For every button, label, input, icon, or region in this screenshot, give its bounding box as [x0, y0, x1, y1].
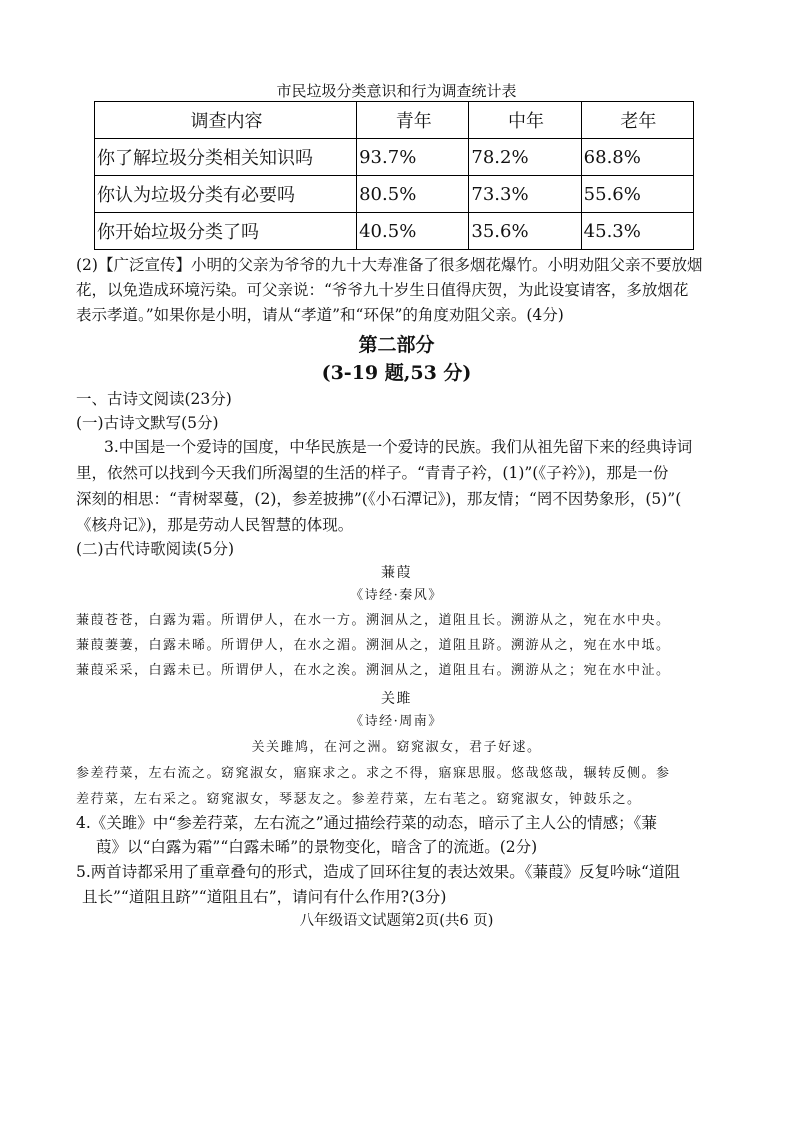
poem-title: 关雎: [381, 691, 412, 707]
question-4-line: 4.《关雎》中“参差荇菜，左右流之”通过描绘荇菜的动态，暗示了主人公的情感；《蒹: [76, 814, 657, 832]
poem-line: 蒹葭苍苍，白露为霜。所谓伊人，在水一方。溯洄从之，道阻且长。溯游从之，宛在水中央。: [76, 613, 671, 628]
table-row: [95, 139, 694, 176]
table-cell: 你认为垃圾分类有必要吗: [95, 176, 357, 213]
question-5-line: 且长”“道阻且跻”“道阻且右”，请问有什么作用?(3分): [82, 888, 447, 906]
section-heading: 一、古诗文阅读(23分): [76, 390, 232, 408]
table-header-cell: 老年: [581, 102, 693, 139]
table-row: [95, 213, 694, 250]
table-cell: 40.5%: [357, 213, 469, 250]
poem-line: 差荇菜，左右采之。窈窕淑女，琴瑟友之。参差荇菜，左右芼之。窈窕淑女，钟鼓乐之。: [76, 792, 642, 807]
poem-line: 关关雎鸠，在河之洲。窈窕淑女，君子好逑。: [251, 740, 542, 755]
question-4-line: 葭》以“白露为霜”“白露未晞”的景物变化，暗含了的流逝。(2分): [96, 838, 538, 856]
table-header-cell: 中年: [469, 102, 581, 139]
poem-source: 《诗经·秦风》: [350, 588, 443, 603]
table-cell: 68.8%: [581, 139, 693, 176]
table-cell: 55.6%: [581, 176, 693, 213]
poem-source: 《诗经·周南》: [350, 714, 443, 729]
table-cell: 78.2%: [469, 139, 581, 176]
page-footer: 八年级语文试题第2页(共6 页): [299, 913, 494, 929]
table-caption: 市民垃圾分类意识和行为调查统计表: [276, 82, 517, 100]
table-cell: 45.3%: [581, 213, 693, 250]
subsection-heading: (二)古代诗歌阅读(5分): [76, 540, 235, 558]
part-two-title: 第二部分: [358, 334, 435, 356]
question-3-line: 里，依然可以找到今天我们所渴望的生活的样子。“青青子衿，(1)”(《子衿》)，那是一份: [76, 464, 669, 482]
question-3-line: 《核舟记》)，那是劳动人民智慧的体现。: [76, 516, 354, 534]
table-cell: 80.5%: [357, 176, 469, 213]
poem-line: 蒹葭采采，白露未已。所谓伊人，在水之涘。溯洄从之，道阻且右。溯游从之；宛在水中沚。: [76, 663, 671, 678]
question-3-line: 深刻的相思：“青树翠蔓，(2)，参差披拂”(《小石潭记》)，那友情；“罔不因势象形，(5)”(: [76, 490, 682, 508]
poem-title: 蒹葭: [381, 565, 412, 581]
survey-table: [94, 101, 694, 250]
question-2-line: 花，以免造成环境污染。可父亲说：“爷爷九十岁生日值得庆贺，为此设宴请客，多放烟花: [76, 281, 689, 299]
subsection-heading: (一)古诗文默写(5分): [76, 414, 219, 432]
poem-line: 参差荇菜，左右流之。窈窕淑女，寤寐求之。求之不得，寤寐思服。悠哉悠哉，辗转反侧。参: [76, 766, 671, 781]
table-header-row: [95, 102, 694, 139]
question-5-line: 5.两首诗都采用了重章叠句的形式，造成了回环往复的表达效果。《蒹葭》反复吟咏“道阻: [76, 863, 680, 881]
question-2-line: (2)【广泛宣传】小明的父亲为爷爷的九十大寿准备了很多烟花爆竹。小明劝阻父亲不要放烟: [76, 256, 703, 274]
question-3-line: 3.中国是一个爱诗的国度，中华民族是一个爱诗的民族。我们从祖先留下来的经典诗词: [104, 438, 693, 456]
table-cell: 73.3%: [469, 176, 581, 213]
table-header-cell: 调查内容: [95, 102, 357, 139]
table-cell: 你了解垃圾分类相关知识吗: [95, 139, 357, 176]
table-cell: 93.7%: [357, 139, 469, 176]
poem-line: 蒹葭萋萋，白露未晞。所谓伊人，在水之湄。溯洄从之，道阻且跻。溯游从之，宛在水中坻。: [76, 638, 671, 653]
table-cell: 你开始垃圾分类了吗: [95, 213, 357, 250]
table-row: [95, 176, 694, 213]
table-cell: 35.6%: [469, 213, 581, 250]
table-header-cell: 青年: [357, 102, 469, 139]
part-two-subtitle: (3-19 题,53 分): [321, 362, 472, 384]
question-2-line: 表示孝道。”如果你是小明，请从“孝道”和“环保”的角度劝阻父亲。(4分): [76, 306, 564, 324]
